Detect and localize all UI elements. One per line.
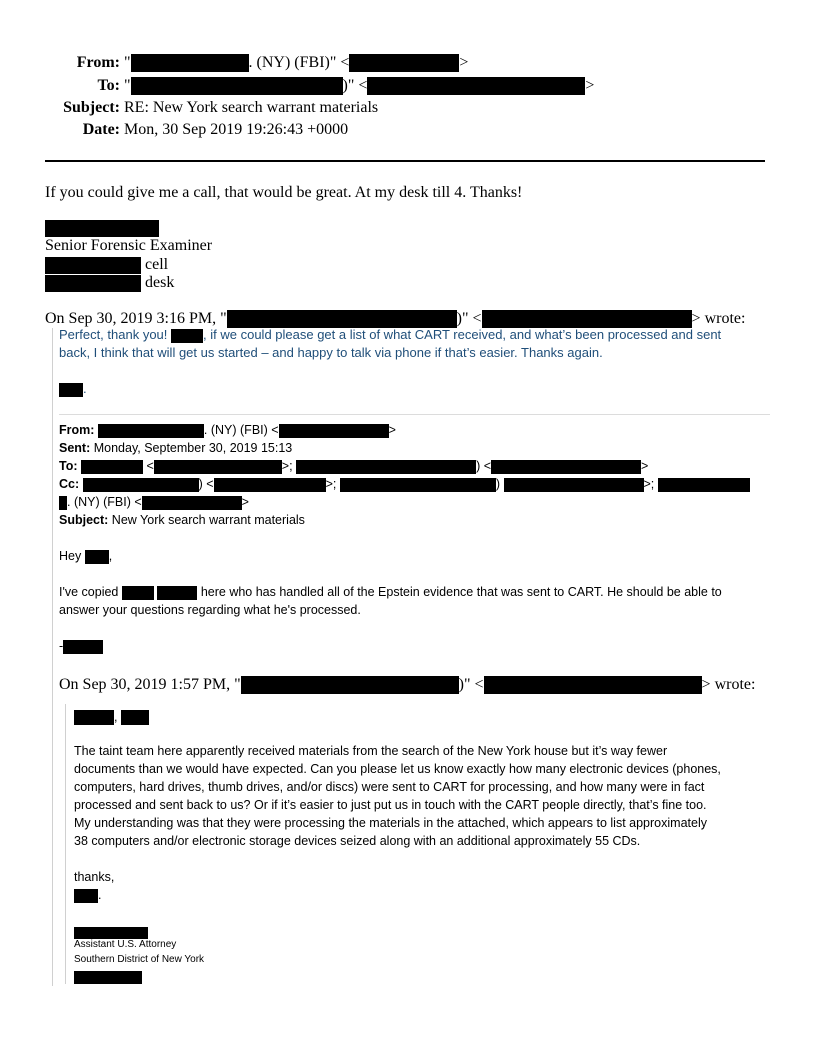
redaction: [131, 54, 249, 72]
fwd-greeting: Hey ,: [59, 549, 113, 563]
from-label: From:: [76, 54, 120, 71]
subject-value: RE: New York search warrant materials: [124, 99, 379, 116]
redaction: [658, 478, 750, 492]
redaction: [279, 424, 389, 438]
redaction: [349, 54, 459, 72]
quoted-signature: .: [59, 380, 87, 398]
signature-desk: desk: [45, 273, 174, 293]
redaction: [157, 586, 197, 600]
signature-cell: cell: [45, 255, 168, 275]
quoted-paragraph-line: My understanding was that they were processing the materials in the attached, which appears to list approximately: [74, 816, 707, 830]
quoted-paragraph-line: The taint team here apparently received materials from the search of the New York house but it’s way fewer: [74, 744, 668, 758]
redaction: [171, 329, 203, 343]
redaction: [214, 478, 326, 492]
redaction: [59, 383, 83, 397]
quoted-text-line: back, I think that will get us started – and happy to talk via phone if that’s easier. Thanks again.: [59, 345, 603, 360]
redaction: [142, 496, 242, 510]
redaction: [45, 220, 159, 237]
redaction: [131, 77, 343, 95]
redaction: [74, 971, 142, 984]
redaction: [491, 460, 641, 474]
fwd-paragraph-line: answer your questions regarding what he's processed.: [59, 603, 361, 617]
signature-title: Senior Forensic Examiner: [45, 237, 213, 254]
redaction: [85, 550, 109, 564]
redaction: [296, 460, 476, 474]
to-label: To:: [97, 77, 120, 94]
fwd-sent-row: Sent: Monday, September 30, 2019 15:13: [59, 441, 293, 455]
redaction: [122, 586, 154, 600]
from-value: . (NY) (FBI)" <: [248, 54, 350, 71]
fwd-cc-row-cont: . (NY) (FBI) < >: [59, 493, 249, 511]
redaction: [83, 478, 199, 492]
fwd-subject-row: Subject: New York search warrant materials: [59, 513, 305, 527]
fwd-signature: -: [59, 637, 103, 655]
redaction: [98, 424, 204, 438]
quoted-closing: thanks,: [74, 870, 115, 884]
fwd-from-row: From: . (NY) (FBI) < >: [59, 423, 396, 437]
subject-label: Subject:: [63, 99, 120, 116]
redaction: [74, 889, 98, 903]
reply-attribution-2: On Sep 30, 2019 1:57 PM, " )" < > wrote:: [59, 676, 756, 693]
forward-divider: [59, 414, 770, 415]
sig-title: Assistant U.S. Attorney: [74, 939, 177, 950]
header-divider: [45, 160, 765, 162]
quoted-closing-sign: .: [74, 886, 101, 904]
quoted-paragraph-line: 38 computers and/or electronic storage devices seized along with an additional approximately 55 CDs.: [74, 834, 641, 848]
redaction: [121, 710, 149, 725]
redaction: [504, 478, 644, 492]
quoted-salutation: ,: [74, 708, 149, 726]
redaction: [340, 478, 496, 492]
quoted-text-line: Perfect, thank you! , if we could please get a list of what CART received, and what’s been processed and sent: [59, 327, 722, 342]
date-label: Date:: [82, 121, 120, 138]
redaction: [484, 676, 702, 694]
redaction: [81, 460, 143, 474]
date-value: Mon, 30 Sep 2019 19:26:43 +0000: [124, 121, 349, 138]
redaction: [63, 640, 103, 654]
redaction: [45, 275, 141, 292]
redaction: [154, 460, 282, 474]
message-text: If you could give me a call, that would be great. At my desk till 4. Thanks!: [45, 184, 523, 201]
quote-bar: [52, 328, 53, 986]
sig-office: Southern District of New York: [74, 954, 205, 965]
fwd-cc-row: Cc: ) < >; ) >;: [59, 475, 750, 493]
quote-bar: [65, 704, 66, 984]
reply-attribution-1: On Sep 30, 2019 3:16 PM, " )" < > wrote:: [45, 310, 746, 327]
quoted-paragraph-line: documents than we would have expected. Can you please let us know exactly how many electronic devices (phones,: [74, 762, 721, 776]
fwd-to-row: To: < >; ) < >: [59, 459, 649, 473]
quoted-paragraph-line: computers, hard drives, thumb drives, and/or discs) were sent to CART for processing, and how many were in fact: [74, 780, 705, 794]
to-value: )" <: [342, 77, 368, 94]
redaction: [367, 77, 585, 95]
redaction: [241, 676, 459, 694]
redaction: [45, 257, 141, 274]
redaction: [74, 710, 114, 725]
quoted-paragraph-line: processed and sent back to us? Or if it’s easier to just put us in touch with the CART people directly, that’s fine too.: [74, 798, 707, 812]
redaction: [59, 496, 67, 510]
fwd-paragraph-line: I've copied here who has handled all of the Epstein evidence that was sent to CART. He should be able to: [59, 585, 722, 599]
